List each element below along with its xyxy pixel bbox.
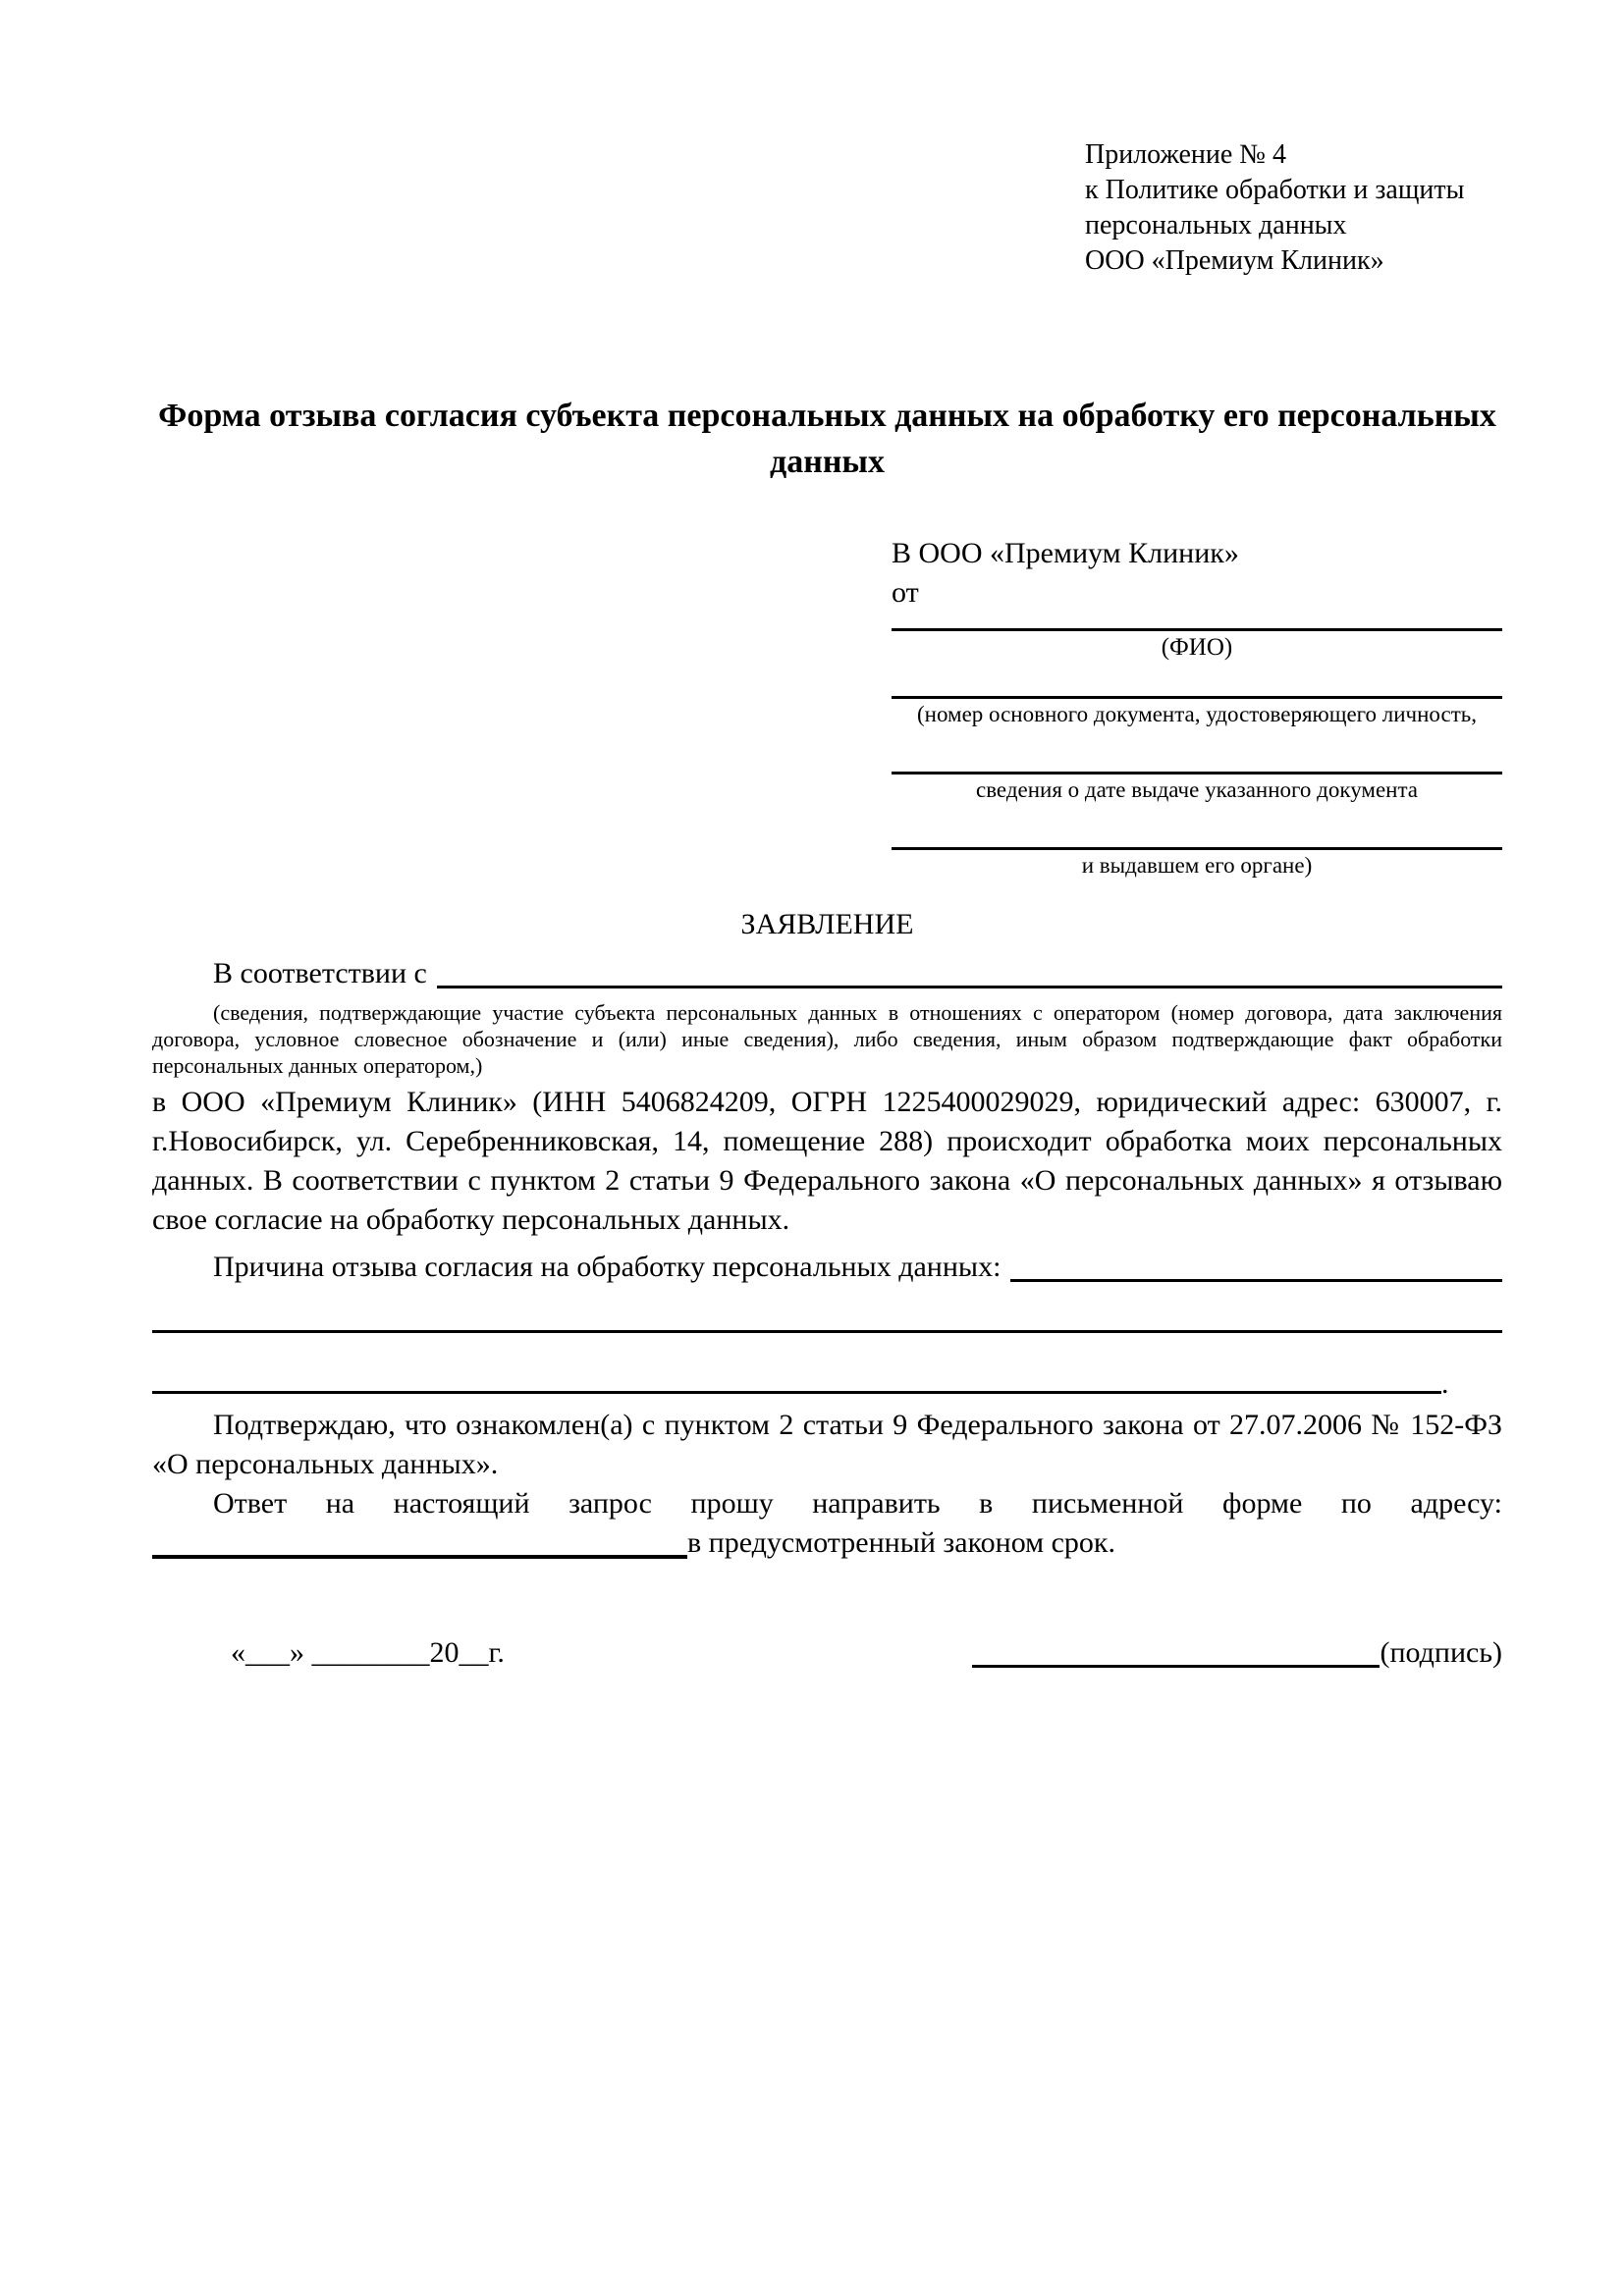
- blank-line-terminator: .: [1441, 1367, 1449, 1400]
- date-blank: «___» ________20__г.: [231, 1636, 505, 1669]
- appendix-line: к Политике обработки и защиты: [1085, 175, 1465, 205]
- signature-blank-line: [972, 1665, 1380, 1668]
- addressee-block: [892, 534, 1502, 880]
- appendix-line: персональных данных: [1085, 210, 1347, 240]
- doc-number-caption: (номер основного документа, удостоверяющего личность,: [916, 702, 1477, 726]
- confirmation-paragraph: Подтверждаю, что ознакомлен(а) с пунктом 2 статьи 9 Федерального закона от 27.07.2006 № 152-ФЗ «О персональных данных».: [152, 1409, 1502, 1480]
- addressee-from: от: [892, 576, 919, 609]
- doc-issuer-caption: и выдавшем его органе): [1081, 853, 1313, 878]
- reply-address-line: [152, 1523, 1502, 1563]
- document-title: Форма отзыва согласия субъекта персональных данных на обработку его персональных данных: [158, 398, 1496, 480]
- reply-suffix: в предусмотренный законом срок.: [687, 1526, 1115, 1559]
- doc-issuer-blank-line: [892, 847, 1502, 850]
- accordance-footnote: (сведения, подтверждающие участие субъекта персональных данных в отношениях с оператором (номер договора, дата заключения договора, условное словесное обозначение и (или) иные сведения), либо сведения, иным образом подтверждающие факт обработки персональных данных оператором,): [152, 1000, 1502, 1078]
- appendix-line: ООО «Премиум Клиник»: [1085, 245, 1384, 276]
- accordance-line: [152, 954, 1502, 993]
- signature-group: [972, 1633, 1502, 1673]
- reason-label: Причина отзыва согласия на обработку персональных данных:: [213, 1251, 1001, 1283]
- doc-issue-date-caption: сведения о дате выдаче указанного документа: [975, 777, 1419, 802]
- addressee-to: В ООО «Премиум Клиник»: [892, 537, 1239, 569]
- reason-line: [152, 1248, 1502, 1287]
- statement-body: в ООО «Премиум Клиник» (ИНН 5406824209, ОГРН 1225400029029, юридический адрес: 630007, г. г.Новосибирск, ул. Серебренниковская, 14, помещение 288) происходит обработка моих персональных данных. В соответствии с пунктом 2 статьи 9 Федерального закона «О персональных данных» я отзываю свое согласие на обработку персональных данных.: [152, 1086, 1502, 1236]
- blank-line: [152, 1330, 1502, 1333]
- doc-issue-date-blank-line: [892, 772, 1502, 774]
- blank-line: [152, 1391, 1441, 1394]
- reason-blank-row-1: [152, 1330, 1502, 1333]
- appendix-header: [1085, 137, 1502, 279]
- reply-request-line: Ответ на настоящий запрос прошу направить в письменной форме по адресу:: [213, 1487, 1502, 1520]
- doc-number-blank-line: [892, 696, 1502, 699]
- reason-blank-row-2: [152, 1367, 1502, 1400]
- fio-caption: (ФИО): [1161, 634, 1233, 661]
- accordance-blank-line: [437, 986, 1502, 988]
- reply-address-blank-line: [152, 1555, 687, 1559]
- statement-heading: ЗАЯВЛЕНИЕ: [740, 908, 914, 940]
- signature-row: [152, 1633, 1502, 1673]
- appendix-line: Приложение № 4: [1085, 139, 1286, 170]
- accordance-prefix: В соответствии с: [213, 957, 427, 989]
- reason-blank-line: [1010, 1279, 1502, 1282]
- signature-caption: (подпись): [1380, 1636, 1502, 1669]
- fio-blank-line: [892, 628, 1502, 631]
